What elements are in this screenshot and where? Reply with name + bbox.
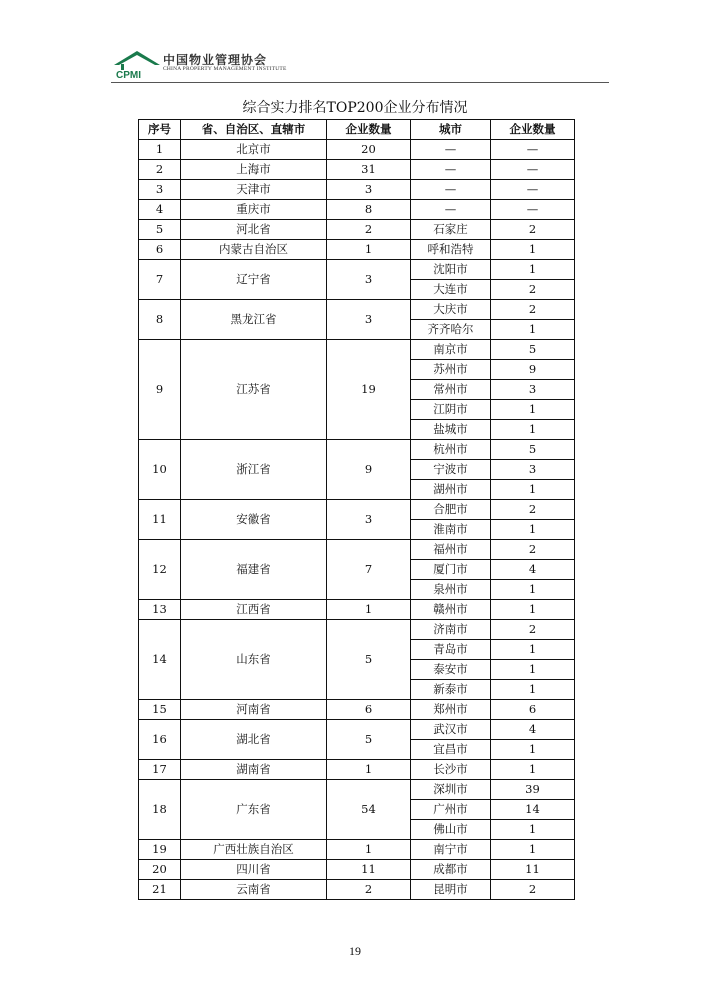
row-seq: 6 (139, 240, 181, 260)
row-city: 南宁市 (411, 840, 491, 860)
table-row (139, 260, 575, 280)
row-province: 北京市 (181, 140, 327, 160)
table-row (139, 840, 575, 860)
row-city: 大庆市 (411, 300, 491, 320)
row-city-count: 2 (491, 540, 575, 560)
row-province: 上海市 (181, 160, 327, 180)
row-city: 江阴市 (411, 400, 491, 420)
row-province-count: 54 (327, 780, 411, 840)
table-row (139, 720, 575, 740)
row-city-count: 1 (491, 600, 575, 620)
row-city: 大连市 (411, 280, 491, 300)
row-city: 常州市 (411, 380, 491, 400)
header-province-count: 企业数量 (327, 120, 411, 140)
row-province: 四川省 (181, 860, 327, 880)
row-province: 江苏省 (181, 340, 327, 440)
row-seq: 11 (139, 500, 181, 540)
row-city: 青岛市 (411, 640, 491, 660)
row-seq: 18 (139, 780, 181, 840)
row-province: 广西壮族自治区 (181, 840, 327, 860)
row-province-count: 3 (327, 180, 411, 200)
row-seq: 5 (139, 220, 181, 240)
row-seq: 7 (139, 260, 181, 300)
row-city-count: — (491, 200, 575, 220)
row-city-count: 3 (491, 380, 575, 400)
row-province: 辽宁省 (181, 260, 327, 300)
table-row (139, 700, 575, 720)
row-city: 石家庄 (411, 220, 491, 240)
row-province: 云南省 (181, 880, 327, 900)
row-city-count: 14 (491, 800, 575, 820)
row-province-count: 2 (327, 220, 411, 240)
row-city: 昆明市 (411, 880, 491, 900)
row-city: 宜昌市 (411, 740, 491, 760)
row-city: — (411, 140, 491, 160)
row-city-count: 1 (491, 520, 575, 540)
row-seq: 10 (139, 440, 181, 500)
row-city: 郑州市 (411, 700, 491, 720)
row-province-count: 19 (327, 340, 411, 440)
row-city: 苏州市 (411, 360, 491, 380)
row-city-count: 1 (491, 640, 575, 660)
row-province-count: 1 (327, 840, 411, 860)
header-divider (111, 82, 609, 83)
row-city: 佛山市 (411, 820, 491, 840)
row-province: 河南省 (181, 700, 327, 720)
row-city: — (411, 180, 491, 200)
row-city-count: 4 (491, 560, 575, 580)
row-seq: 20 (139, 860, 181, 880)
table-body (139, 140, 575, 900)
table-row (139, 180, 575, 200)
row-city-count: 1 (491, 820, 575, 840)
row-city-count: 2 (491, 300, 575, 320)
row-seq: 19 (139, 840, 181, 860)
row-city: 长沙市 (411, 760, 491, 780)
row-city-count: 9 (491, 360, 575, 380)
row-city-count: 1 (491, 320, 575, 340)
row-city-count: 5 (491, 340, 575, 360)
row-city-count: 4 (491, 720, 575, 740)
header-province: 省、自治区、直辖市 (181, 120, 327, 140)
row-province: 内蒙古自治区 (181, 240, 327, 260)
row-city: 宁波市 (411, 460, 491, 480)
row-city-count: 1 (491, 840, 575, 860)
row-province-count: 5 (327, 620, 411, 700)
row-city-count: 2 (491, 620, 575, 640)
row-province-count: 1 (327, 600, 411, 620)
page-number: 19 (349, 944, 361, 958)
row-province: 江西省 (181, 600, 327, 620)
row-city-count: 3 (491, 460, 575, 480)
row-city: 淮南市 (411, 520, 491, 540)
table-row (139, 240, 575, 260)
row-city-count: 1 (491, 480, 575, 500)
row-seq: 8 (139, 300, 181, 340)
row-city: 杭州市 (411, 440, 491, 460)
row-city-count: 2 (491, 280, 575, 300)
row-province-count: 2 (327, 880, 411, 900)
row-seq: 4 (139, 200, 181, 220)
table-row (139, 340, 575, 360)
row-city: 济南市 (411, 620, 491, 640)
row-city: 武汉市 (411, 720, 491, 740)
row-province: 重庆市 (181, 200, 327, 220)
row-city-count: 2 (491, 500, 575, 520)
logo-text: CPMI (116, 70, 141, 80)
row-city-count: 6 (491, 700, 575, 720)
table-header-row (139, 120, 575, 140)
row-city-count: — (491, 140, 575, 160)
row-city-count: 1 (491, 580, 575, 600)
row-province-count: 8 (327, 200, 411, 220)
table-row (139, 620, 575, 640)
row-province-count: 3 (327, 500, 411, 540)
row-city: 沈阳市 (411, 260, 491, 280)
row-province-count: 3 (327, 300, 411, 340)
row-seq: 9 (139, 340, 181, 440)
row-province: 湖北省 (181, 720, 327, 760)
row-province-count: 9 (327, 440, 411, 500)
row-city: — (411, 200, 491, 220)
row-province: 湖南省 (181, 760, 327, 780)
row-seq: 12 (139, 540, 181, 600)
row-city: 齐齐哈尔 (411, 320, 491, 340)
row-province-count: 7 (327, 540, 411, 600)
row-city: 深圳市 (411, 780, 491, 800)
header-seq: 序号 (139, 120, 181, 140)
row-city-count: 11 (491, 860, 575, 880)
row-province: 天津市 (181, 180, 327, 200)
row-city-count: 1 (491, 680, 575, 700)
table-row (139, 780, 575, 800)
row-province-count: 1 (327, 760, 411, 780)
table-row (139, 220, 575, 240)
table-row (139, 300, 575, 320)
row-seq: 13 (139, 600, 181, 620)
row-city: 厦门市 (411, 560, 491, 580)
row-province-count: 1 (327, 240, 411, 260)
table-row (139, 860, 575, 880)
table-row (139, 540, 575, 560)
row-seq: 16 (139, 720, 181, 760)
row-city: 赣州市 (411, 600, 491, 620)
row-city-count: — (491, 160, 575, 180)
row-province: 广东省 (181, 780, 327, 840)
table-row (139, 760, 575, 780)
header-city-count: 企业数量 (491, 120, 575, 140)
row-seq: 17 (139, 760, 181, 780)
row-seq: 1 (139, 140, 181, 160)
row-city-count: — (491, 180, 575, 200)
row-seq: 14 (139, 620, 181, 700)
row-city: 盐城市 (411, 420, 491, 440)
row-city: 泰安市 (411, 660, 491, 680)
row-province: 福建省 (181, 540, 327, 600)
table-row (139, 140, 575, 160)
row-province-count: 20 (327, 140, 411, 160)
row-seq: 3 (139, 180, 181, 200)
row-city: 福州市 (411, 540, 491, 560)
row-city-count: 5 (491, 440, 575, 460)
table-row (139, 600, 575, 620)
row-province-count: 5 (327, 720, 411, 760)
row-city: 广州市 (411, 800, 491, 820)
row-province-count: 31 (327, 160, 411, 180)
row-city: 湖州市 (411, 480, 491, 500)
row-city-count: 2 (491, 220, 575, 240)
row-city-count: 1 (491, 660, 575, 680)
distribution-table (138, 119, 575, 900)
row-province-count: 11 (327, 860, 411, 880)
row-city-count: 2 (491, 880, 575, 900)
row-province: 山东省 (181, 620, 327, 700)
row-city-count: 39 (491, 780, 575, 800)
row-seq: 15 (139, 700, 181, 720)
org-name-en: CHINA PROPERTY MANAGEMENT INSTITUTE (163, 66, 287, 72)
row-city: 新泰市 (411, 680, 491, 700)
table-row (139, 880, 575, 900)
row-city: 泉州市 (411, 580, 491, 600)
row-city: — (411, 160, 491, 180)
document-title: 综合实力排名TOP200企业分布情况 (242, 100, 468, 116)
row-province-count: 6 (327, 700, 411, 720)
row-city: 合肥市 (411, 500, 491, 520)
header-city: 城市 (411, 120, 491, 140)
row-city-count: 1 (491, 260, 575, 280)
row-province-count: 3 (327, 260, 411, 300)
table-row (139, 200, 575, 220)
table-row (139, 160, 575, 180)
row-seq: 2 (139, 160, 181, 180)
row-province: 黑龙江省 (181, 300, 327, 340)
row-city-count: 1 (491, 740, 575, 760)
row-city: 呼和浩特 (411, 240, 491, 260)
row-city: 南京市 (411, 340, 491, 360)
row-city-count: 1 (491, 760, 575, 780)
table-row (139, 440, 575, 460)
row-seq: 21 (139, 880, 181, 900)
row-city: 成都市 (411, 860, 491, 880)
row-province: 安徽省 (181, 500, 327, 540)
row-city-count: 1 (491, 420, 575, 440)
org-name-cn: 中国物业管理协会 (163, 53, 268, 67)
row-city-count: 1 (491, 240, 575, 260)
row-city-count: 1 (491, 400, 575, 420)
table-row (139, 500, 575, 520)
row-province: 浙江省 (181, 440, 327, 500)
row-province: 河北省 (181, 220, 327, 240)
